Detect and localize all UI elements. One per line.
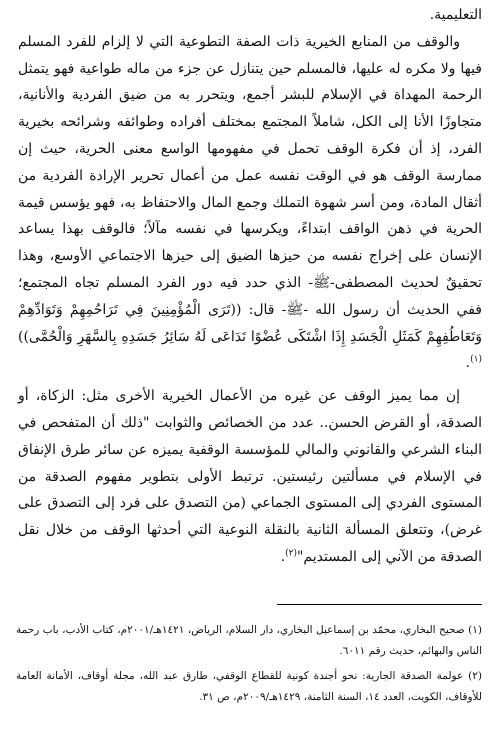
footnote-1: (١) صحيح البخاري، محمّد بن إسماعيل البخاري، دار السلام، الرياض، ١٤٢١هـ/٢٠٠١م، كتاب الأدب، باب رحمة الناس والبهائم، حديث رقم ٦٠١١. (16, 624, 482, 657)
footnote-divider (277, 604, 482, 605)
footnote-ref-2: (٢) (285, 548, 297, 559)
paragraph-text: إن مما يميز الوقف عن غيره من الأعمال الخيرية الأخرى مثل: الزكاة، أو الصدقة، أو القرض الحسن.. عدد من الخصائص والثوابت "ذلك أن المتفحص في البناء الشرعي والقانوني والمالي للمؤسسة الوقفية يميزه عن سائر طرق الإنفاق في الإسلام في مسألتين رئيستين. ترتبط الأولى بتطوير مفهوم الصدقة من المستوى الفردي إلى المستوى الجماعي (من التصدق على فرد إلى التصدق على غرض)، وتتعلق المسألة الثانية بالنقلة النوعية التي أحدثها الوقف من خلال نقل الصدقة من الآني إلى المستديم" (18, 388, 482, 565)
footnote-ref-1: (١) (470, 354, 482, 365)
paragraph-text: والوقف من المنابع الخيرية ذات الصفة التطوعية التي لا إلزام للفرد المسلم فيها ولا مكره له عليها، فالمسلم حين يتنازل عن جزء من ماله طواعية فهو يتمثل الرحمة المهداة في الإسلام للبشر أجمع، ويتحرر به من ضيق الفردية والأنانية، متجاوزًا الأنا إلى الكل، شاملاً المجتمع بمختلف أفراده وطوائفه وشرائحه بخيرية الفرد، إذ أن فكرة الوقف تحمل في مفهومها الواسع معنى الحرية، حيث إن ممارسة الوقف هو في الوقت نفسه عمل من أعمال تحرير الإرادة الفردية من أثقال المادة، ومن أسر شهوة التملك وجمع المال والاحتفاظ به، فهو يؤسس قيمة الحرية في ذهن الواقف ابتداءً، ويكرسها في نفسه مآلاً؛ فالوقف بهذا يساعد الإنسان على إخراج نفسه من حيزها الضيق إلى حيزها الاجتماعي الأوسع، وهذا تحقيقٌ لحديث المصطفى-ﷺ- الذي حدد فيه دور الفرد المسلم تجاه المجتمع؛ ففي الحديث أن رسول الله -ﷺ- قال: ((تَرَى الْمُؤْمِنِينَ فِي تَرَاحُمِهِمْ وَتَوَادِّهِمْ وَتَعَاطُفِهِمْ كَمَثَلِ الْجَسَدِ إِذَا اشْتَكَى عُضْوًا تَدَاعَى لَهُ سَائِرُ جَسَدِهِ بِالسَّهَرِ وَالْحُمَّى)) (18, 33, 482, 345)
footnotes (16, 620, 482, 712)
main-text (18, 2, 482, 571)
paragraph-waqf-distinction: إن مما يميز الوقف عن غيره من الأعمال الخيرية الأخرى مثل: الزكاة، أو الصدقة، أو القرض الحسن.. عدد من الخصائص والثوابت "ذلك أن المتفحص في البناء الشرعي والقانوني والمالي للمؤسسة الوقفية يميزه عن سائر طرق الإنفاق في الإسلام في مسألتين رئيستين. ترتبط الأولى بتطوير مفهوم الصدقة من المستوى الفردي إلى المستوى الجماعي (من التصدق على فرد إلى التصدق على غرض)، وتتعلق المسألة الثانية بالنقلة النوعية التي أحدثها الوقف من خلال نقل الصدقة من الآني إلى المستديم"$^{(٢)}$. (18, 388, 482, 565)
paragraph-waqf-freedom: والوقف من المنابع الخيرية ذات الصفة التطوعية التي لا إلزام للفرد المسلم فيها ولا مكره له عليها، فالمسلم حين يتنازل عن جزء من ماله طواعية فهو يتمثل الرحمة المهداة في الإسلام للبشر أجمع، ويتحرر به من ضيق الفردية والأنانية، متجاوزًا الأنا إلى الكل، شاملاً المجتمع بمختلف أفراده وطوائفه وشرائحه بخيرية الفرد، إذ أن فكرة الوقف تحمل في مفهومها الواسع معنى الحرية، حيث إن ممارسة الوقف هو في الوقت نفسه عمل من أعمال تحرير الإرادة الفردية من أثقال المادة، ومن أسر شهوة التملك وجمع المال والاحتفاظ به، فهو يؤسس قيمة الحرية في ذهن الواقف ابتداءً، ويكرسها في نفسه مآلاً؛ فالوقف بهذا يساعد الإنسان على إخراج نفسه من حيزها الضيق إلى حيزها الاجتماعي الأوسع، وهذا تحقيقٌ لحديث المصطفى-ﷺ- الذي حدد فيه دور الفرد المسلم تجاه المجتمع؛ ففي الحديث أن رسول الله -ﷺ- قال: ((تَرَى الْمُؤْمِنِينَ فِي تَرَاحُمِهِمْ وَتَوَادِّهِمْ وَتَعَاطُفِهِمْ كَمَثَلِ الْجَسَدِ إِذَا اشْتَكَى عُضْوًا تَدَاعَى لَهُ سَائِرُ جَسَدِهِ بِالسَّهَرِ وَالْحُمَّى))$^{(١)}$. (18, 33, 482, 372)
continuation-line: التعليمية. (429, 7, 482, 23)
footnote-2: (٢) عولمة الصدقة الجارية: نحو أجندة كونية للقطاع الوقفي، طارق عبد الله، مجلة أوقاف، الأمانة العامة للأوقاف، الكويت، العدد ١٤، السنة الثامنة، ١٤٢٩هـ/٢٠٠٩م، ص ٣١. (16, 670, 482, 703)
